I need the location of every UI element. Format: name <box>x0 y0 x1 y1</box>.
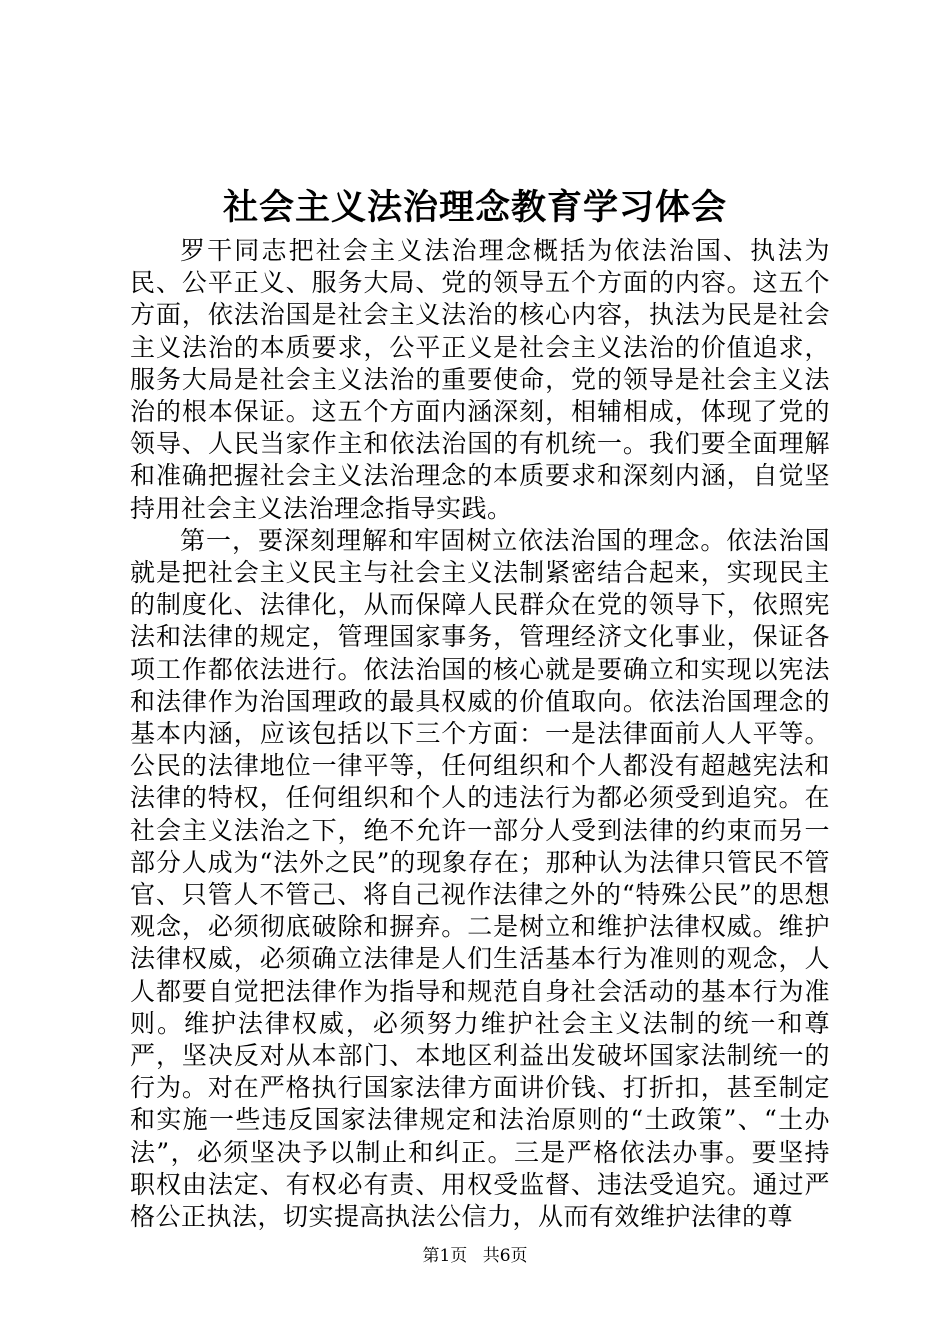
page-number-total: 共6页 <box>482 1246 528 1266</box>
page-footer <box>0 1244 950 1268</box>
page-number-current: 第1页 <box>422 1246 468 1266</box>
document-body <box>130 235 830 1233</box>
paragraph-first-point: 第一，要深刻理解和牢固树立依法治国的理念。依法治国就是把社会主义民主与社会主义法制紧密结合起来，实现民主的制度化、法律化，从而保障人民群众在党的领导下，依照宪法和法律的规定，管理国家事务，管理经济文化事业，保证各项工作都依法进行。依法治国的核心就是要确立和实现以宪法和法律作为治国理政的最具权威的价值取向。依法治国理念的基本内涵，应该包括以下三个方面：一是法律面前人人平等。公民的法律地位一律平等，任何组织和个人都没有超越宪法和法律的特权，任何组织和个人的违法行为都必须受到追究。在社会主义法治之下，绝不允许一部分人受到法律的约束而另一部分人成为“法外之民”的现象存在；那种认为法律只管民不管官、只管人不管己、将自己视作法律之外的“特殊公民”的思想观念，必须彻底破除和摒弃。二是树立和维护法律权威。维护法律权威，必须确立法律是人们生活基本行为准则的观念，人人都要自觉把法律作为指导和规范自身社会活动的基本行为准则。维护法律权威，必须努力维护社会主义法制的统一和尊严，坚决反对从本部门、本地区利益出发破坏国家法制统一的行为。对在严格执行国家法律方面讲价钱、打折扣，甚至制定和实施一些违反国家法律规定和法治原则的“土政策”、“土办法”，必须坚决予以制止和纠正。三是严格依法办事。要坚持职权由法定、有权必有责、用权受监督、违法受追究。通过严格公正执法，切实提高执法公信力，从而有效维护法律的尊 <box>130 525 830 1232</box>
document-title: 社会主义法治理念教育学习体会 <box>222 187 727 228</box>
paragraph-intro: 罗干同志把社会主义法治理念概括为依法治国、执法为民、公平正义、服务大局、党的领导五个方面的内容。这五个方面，依法治国是社会主义法治的核心内容，执法为民是社会主义法治的本质要求，公平正义是社会主义法治的价值追求，服务大局是社会主义法治的重要使命，党的领导是社会主义法治的根本保证。这五个方面内涵深刻，相辅相成，体现了党的领导、人民当家作主和依法治国的有机统一。我们要全面理解和准确把握社会主义法治理念的本质要求和深刻内涵，自觉坚持用社会主义法治理念指导实践。 <box>130 236 830 523</box>
